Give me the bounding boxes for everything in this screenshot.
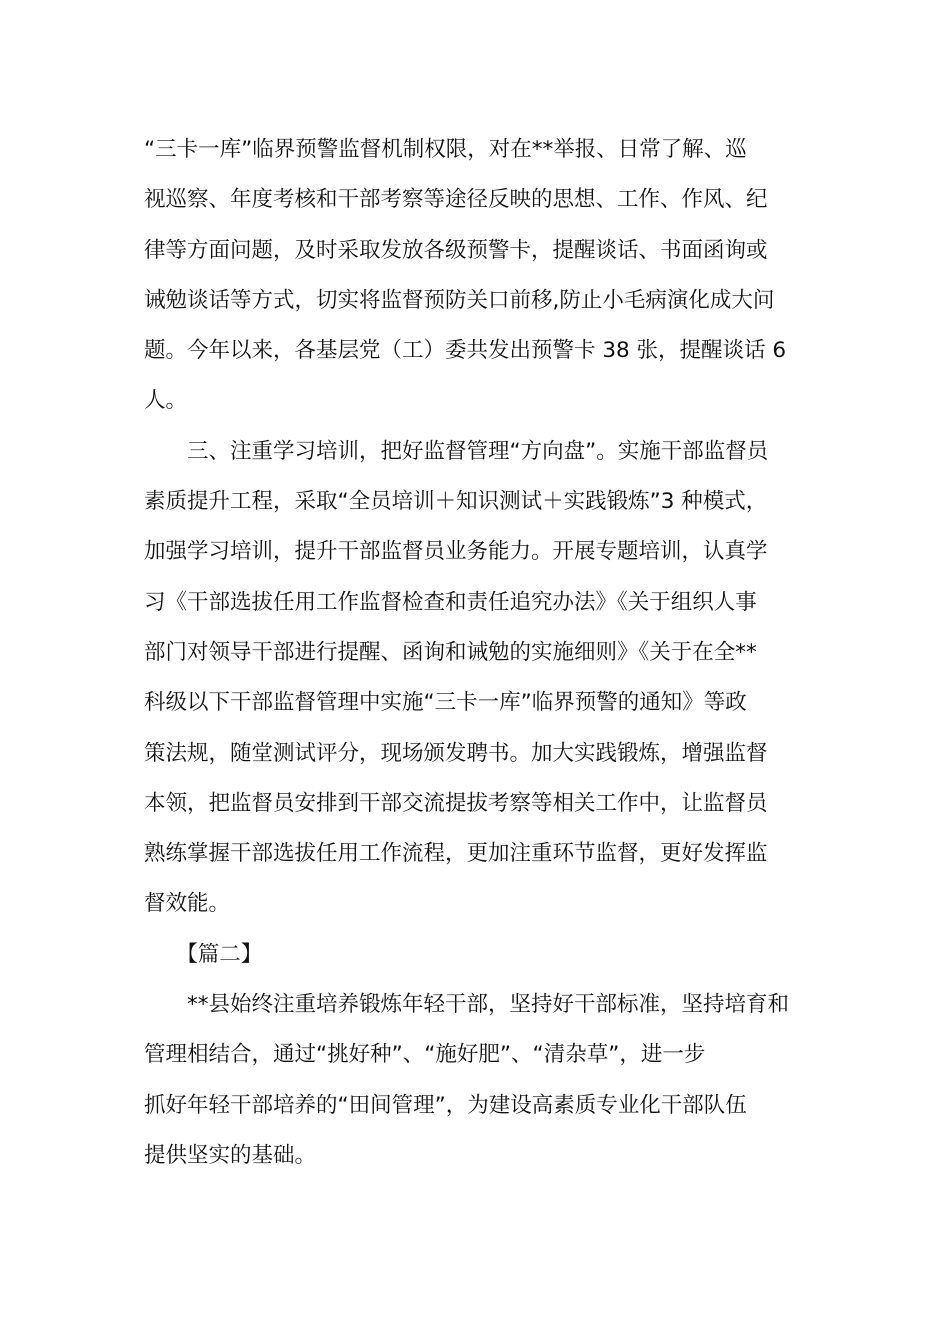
part-heading: 【篇二】	[144, 941, 263, 967]
text-line: 管理相结合，通过“挑好种”、“施好肥”、“清杂草”，进一步	[144, 1042, 706, 1068]
text-line: 提供坚实的基础。	[144, 1142, 317, 1168]
text-line: 督效能。	[144, 891, 231, 917]
text-line: 科级以下干部监督管理中实施“三卡一库”临界预警的通知》等政	[144, 690, 747, 716]
text-line: 策法规，随堂测试评分，现场颁发聘书。加大实践锻炼，增强监督	[144, 740, 768, 766]
text-line: 抓好年轻干部培养的“田间管理”，为建设高素质专业化干部队伍	[144, 1092, 747, 1118]
text-line: 习《干部选拔任用工作监督检查和责任追究办法》《关于组织人事	[144, 589, 757, 615]
text-line: 题。今年以来，各基层党（工）委共发出预警卡 38 张，提醒谈话 6	[144, 338, 787, 364]
text-line: 视巡察、年度考核和干部考察等途径反映的思想、工作、作风、纪	[144, 187, 768, 213]
text-line: 诫勉谈话等方式，切实将监督预防关口前移,防止小毛病演化成大问	[144, 287, 775, 313]
text-line: **县始终注重培养锻炼年轻干部，坚持好干部标准，坚持培育和	[144, 992, 790, 1018]
text-line: 人。	[144, 388, 188, 414]
section-heading-line: 三、注重学习培训，把好监督管理“方向盘”。实施干部监督员	[144, 438, 769, 464]
text-line: 律等方面问题，及时采取发放各级预警卡，提醒谈话、书面函询或	[144, 237, 768, 263]
text-line: 加强学习培训，提升干部监督员业务能力。开展专题培训，认真学	[144, 539, 768, 565]
document-body	[144, 125, 808, 1181]
text-line: 部门对领导干部进行提醒、函询和诫勉的实施细则》《关于在全**	[144, 639, 757, 665]
text-line: 熟练掌握干部选拔任用工作流程，更加注重环节监督，更好发挥监	[144, 841, 768, 867]
text-line: 本领，把监督员安排到干部交流提拔考察等相关工作中，让监督员	[144, 790, 768, 816]
text-line: “三卡一库”临界预警监督机制权限，对在**举报、日常了解、巡	[144, 137, 747, 162]
text-line: 素质提升工程，采取“全员培训＋知识测试＋实践锻炼”3 种模式，	[144, 489, 768, 515]
